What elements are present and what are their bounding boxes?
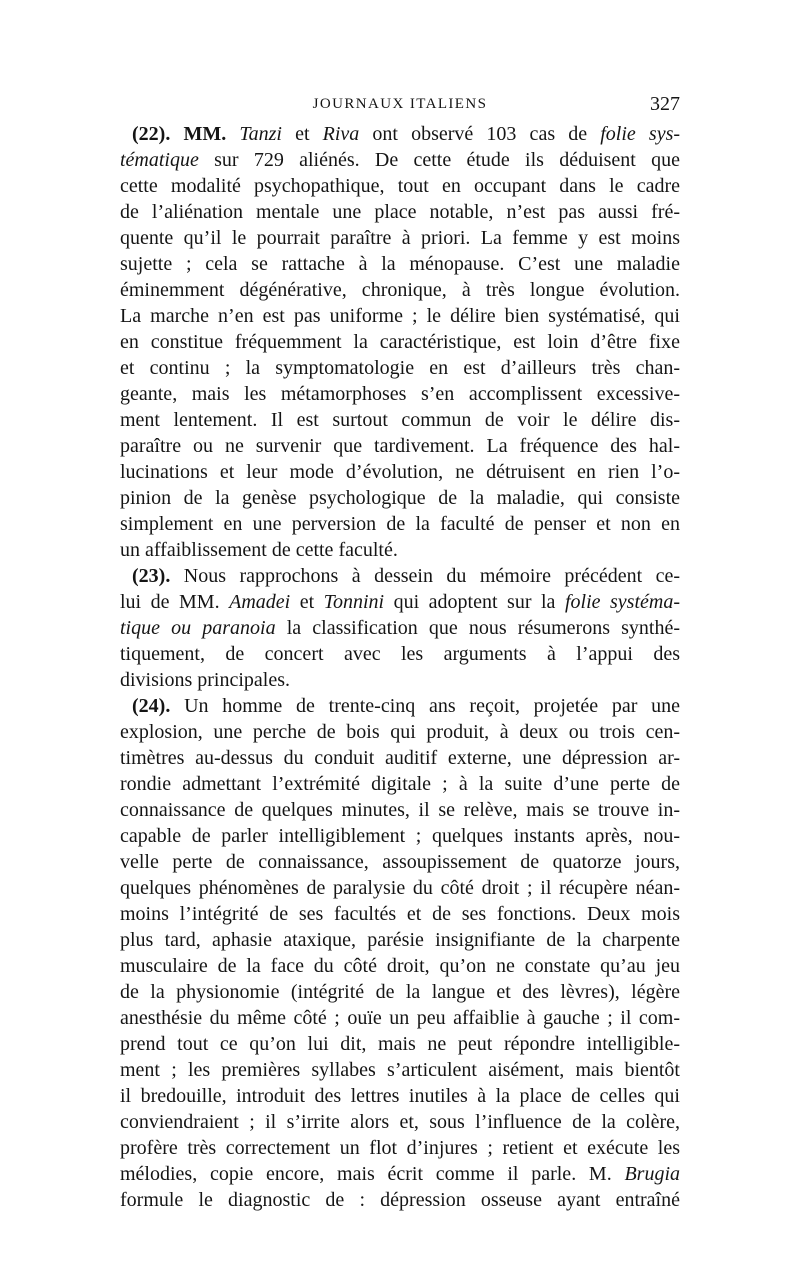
text-run: pinion de la genèse psychologique de la maladie, qui consiste <box>120 487 680 509</box>
text-run: Riva <box>322 123 360 145</box>
text-line <box>120 927 680 953</box>
text-line <box>120 953 680 979</box>
text-line <box>120 251 680 277</box>
text-run: lui de MM. <box>120 591 230 613</box>
text-run: folie sys- <box>600 123 681 145</box>
text-run: rondie admettant l’extrémité digitale ; à la suite d’une perte de <box>120 773 680 795</box>
text-run: la classification que nous résumerons synthé- <box>275 617 680 639</box>
text-run: Tanzi <box>239 123 282 145</box>
text-run: anesthésie du même côté ; ouïe un peu affaiblie à gauche ; il com- <box>120 1007 680 1029</box>
text-line <box>120 797 680 823</box>
text-line <box>120 173 680 199</box>
text-run: un affaiblissement de cette faculté. <box>120 539 398 561</box>
text-line <box>120 303 680 329</box>
text-run: cette modalité psychopathique, tout en occupant dans le cadre <box>120 175 680 197</box>
text-run: La marche n’en est pas uniforme ; le délire bien systématisé, qui <box>120 305 680 327</box>
text-line <box>120 667 680 693</box>
text-line <box>120 1031 680 1057</box>
text-run: capable de parler intelligiblement ; quelques instants après, nou- <box>120 825 680 847</box>
running-head <box>120 92 680 116</box>
text-run: tique ou paranoia <box>120 617 276 639</box>
text-line <box>120 433 680 459</box>
text-line <box>120 537 680 563</box>
text-line <box>120 823 680 849</box>
text-line <box>120 745 680 771</box>
text-run: ment lentement. Il est surtout commun de voir le délire dis- <box>120 409 680 431</box>
text-run: tématique <box>120 149 199 171</box>
running-title: JOURNAUX ITALIENS <box>312 96 488 112</box>
text-line <box>120 1187 680 1213</box>
text-run: Tonnini <box>323 591 385 613</box>
text-run: et <box>281 123 323 145</box>
text-run: de la physionomie (intégrité de la langue et des lèvres), légère <box>120 981 680 1003</box>
text-line <box>120 979 680 1005</box>
text-line <box>120 1161 680 1187</box>
text-line <box>120 329 680 355</box>
text-line <box>120 615 680 641</box>
text-run: Amadei <box>229 591 291 613</box>
text-line <box>120 199 680 225</box>
text-line <box>120 147 680 173</box>
text-line <box>120 901 680 927</box>
text-run: et continu ; la symptomatologie en est d’ailleurs très chan- <box>120 357 680 379</box>
text-run: qui adoptent sur la <box>384 591 565 613</box>
text-run: (24). <box>132 695 185 717</box>
text-line <box>120 641 680 667</box>
text-run: geante, mais les métamorphoses s’en accomplissent excessive- <box>120 383 680 405</box>
text-line <box>120 485 680 511</box>
text-run: quelques phénomènes de paralysie du côté droit ; il récupère néan- <box>120 877 680 899</box>
text-run: prend tout ce qu’on lui dit, mais ne peut répondre intelligible- <box>120 1033 680 1055</box>
text-line <box>120 1109 680 1135</box>
page-number: 327 <box>650 93 680 115</box>
text-line <box>120 589 680 615</box>
text-run: sujette ; cela se rattache à la ménopause. C’est une maladie <box>120 253 680 275</box>
text-run: plus tard, aphasie ataxique, parésie insignifiante de la charpente <box>120 929 680 951</box>
text-run: Un homme de trente-cinq ans reçoit, projetée par une <box>184 695 681 717</box>
text-line <box>120 849 680 875</box>
text-line <box>120 693 680 719</box>
text-run: quente qu’il le pourrait paraître à priori. La femme y est moins <box>120 227 680 249</box>
text-run: (22). MM. <box>132 123 240 145</box>
text-run: lucinations et leur mode d’évolution, ne détruisent en rien l’o- <box>120 461 680 483</box>
text-line <box>120 459 680 485</box>
text-run: musculaire de la face du côté droit, qu’on ne constate qu’au jeu <box>120 955 680 977</box>
text-run: Nous rapprochons à dessein du mémoire précédent ce- <box>183 565 680 587</box>
text-line <box>120 1135 680 1161</box>
text-line <box>120 1083 680 1109</box>
text-run: tiquement, de concert avec les arguments à l’appui des <box>120 643 680 665</box>
text-run: mélodies, copie encore, mais écrit comme il parle. M. <box>120 1163 625 1185</box>
text-run: moins l’intégrité de ses facultés et de ses fonctions. Deux mois <box>120 903 680 925</box>
text-run: Brugia <box>624 1163 680 1185</box>
text-run: timètres au-dessus du conduit auditif externe, une dépression ar- <box>120 747 680 769</box>
text-line <box>120 407 680 433</box>
text-run: ont observé 103 cas de <box>359 123 601 145</box>
text-run: paraître ou ne survenir que tardivement. La fréquence des hal- <box>120 435 680 457</box>
text-line <box>120 511 680 537</box>
text-run: folie systéma- <box>564 591 680 613</box>
text-line <box>120 1005 680 1031</box>
text-run: profère très correctement un flot d’injures ; retient et exécute les <box>120 1137 680 1159</box>
text-run: formule le diagnostic de : dépression osseuse ayant entraîné <box>120 1189 680 1211</box>
text-run: de l’aliénation mentale une place notable, n’est pas aussi fré- <box>120 201 680 223</box>
text-line <box>120 563 680 589</box>
text-run: simplement en une perversion de la faculté de penser et non en <box>120 513 680 535</box>
text-run: sur 729 aliénés. De cette étude ils déduisent que <box>198 149 680 171</box>
text-line <box>120 121 680 147</box>
text-run: velle perte de connaissance, assoupissement de quatorze jours, <box>120 851 680 873</box>
body-text <box>120 121 680 1213</box>
text-line <box>120 875 680 901</box>
text-run: éminemment dégénérative, chronique, à très longue évolution. <box>120 279 680 301</box>
text-line <box>120 225 680 251</box>
text-run: en constitue fréquemment la caractéristique, est loin d’être fixe <box>120 331 680 353</box>
text-run: connaissance de quelques minutes, il se relève, mais se trouve in- <box>120 799 680 821</box>
text-line <box>120 719 680 745</box>
text-run: conviendraient ; il s’irrite alors et, sous l’influence de la colère, <box>120 1111 680 1133</box>
text-run: divisions principales. <box>120 669 290 691</box>
text-line <box>120 277 680 303</box>
text-line <box>120 381 680 407</box>
text-line <box>120 1057 680 1083</box>
text-run: ment ; les premières syllabes s’articulent aisément, mais bientôt <box>120 1059 680 1081</box>
text-run: (23). <box>132 565 184 587</box>
text-run: et <box>290 591 324 613</box>
text-line <box>120 355 680 381</box>
text-run: il bredouille, introduit des lettres inutiles à la place de celles qui <box>120 1085 680 1107</box>
text-line <box>120 771 680 797</box>
text-run: explosion, une perche de bois qui produit, à deux ou trois cen- <box>120 721 680 743</box>
